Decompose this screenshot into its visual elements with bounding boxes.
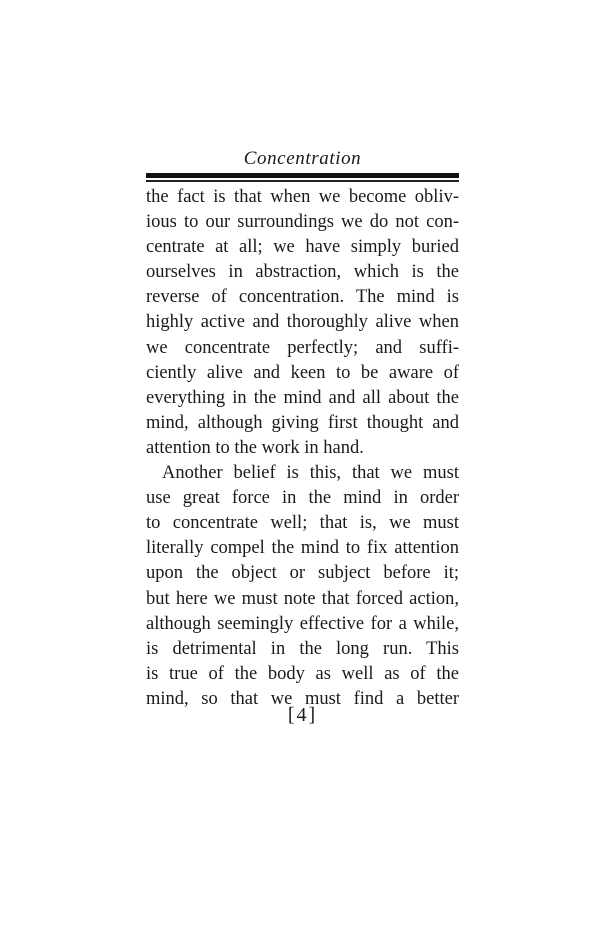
text-line: ourselves in abstraction, which is the xyxy=(146,262,459,283)
text-line: the fact is that when we become obliv- xyxy=(146,187,459,207)
text-line: reverse of concentration. The mind is xyxy=(146,287,459,308)
text-line: but here we must note that forced action, xyxy=(146,588,459,609)
text-line: mind, so that we must find a better xyxy=(146,688,459,709)
running-header: Concentration xyxy=(243,148,362,169)
text-line: everything in the mind and all about the xyxy=(146,387,459,408)
text-line: centrate at all; we have simply buried xyxy=(146,237,459,258)
text-line: attention to the work in hand. xyxy=(146,437,364,458)
header-rule-thin xyxy=(146,180,459,182)
text-line: we concentrate perfectly; and suffi- xyxy=(146,337,459,358)
text-line: literally compel the mind to fix attention xyxy=(146,538,459,559)
page-number: [4] xyxy=(287,704,318,726)
text-line: to concentrate well; that is, we must xyxy=(146,513,459,534)
text-line: upon the object or subject before it; xyxy=(146,563,459,584)
text-line: ious to our surroundings we do not con- xyxy=(146,212,459,233)
text-line: highly active and thoroughly alive when xyxy=(146,312,459,333)
text-line: is true of the body as well as of the xyxy=(146,663,459,684)
text-line: mind, although giving first thought and xyxy=(146,412,459,433)
text-line: Another belief is this, that we must xyxy=(162,463,459,484)
body-text xyxy=(146,185,459,712)
text-line: although seemingly effective for a while, xyxy=(146,613,459,634)
header-rule-thick xyxy=(146,173,459,178)
text-line: use great force in the mind in order xyxy=(146,488,459,509)
text-line: ciently alive and keen to be aware of xyxy=(146,362,459,383)
text-line: is detrimental in the long run. This xyxy=(146,638,459,659)
